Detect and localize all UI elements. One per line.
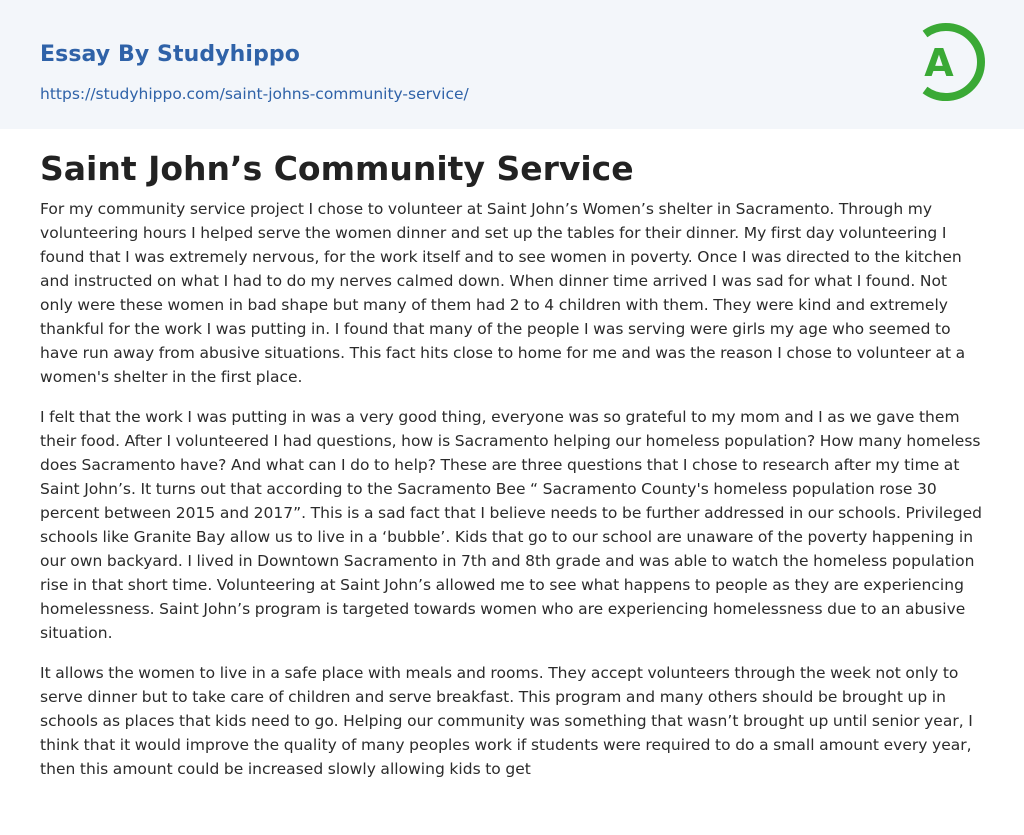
article-content xyxy=(0,148,1024,781)
article-title: Saint John’s Community Service xyxy=(40,149,634,188)
studyhippo-logo-icon[interactable] xyxy=(912,19,986,105)
article-paragraph-3: It allows the women to live in a safe place with meals and rooms. They accept volunteers through the week not only to serve dinner but to take care of children and serve breakfast. This program and many others should be brought up in schools as places that kids need to go. Helping our community was something that wasn’t brought up until senior year, I think that it would improve the quality of many peoples work if students were required to do a small amount every year, then this amount could be increased slowly allowing kids to get xyxy=(40,664,973,778)
page-header xyxy=(0,0,1024,129)
source-url-link[interactable]: https://studyhippo.com/saint-johns-community-service/ xyxy=(40,85,469,103)
article-paragraph-1: For my community service project I chose to volunteer at Saint John’s Women’s shelter in Sacramento. Through my volunteering hours I helped serve the women dinner and set up the tables for their dinner. My first day volunteering I found that I was extremely nervous, for the work itself and to see women in poverty. Once I was directed to the kitchen and instructed on what I had to do my nerves calmed down. When dinner time arrived I was sad for what I found. Not only were these women in bad shape but many of them had 2 to 4 children with them. They were kind and extremely thankful for the work I was putting in. I found that many of the people I was serving were girls my age who seemed to have run away from abusive situations. This fact hits close to home for me and was the reason I chose to volunteer at a women's shelter in the first place. xyxy=(40,200,966,386)
article-paragraph-2: I felt that the work I was putting in was a very good thing, everyone was so grateful to my mom and I as we gave them their food. After I volunteered I had questions, how is Sacramento helping our homeless population? How many homeless does Sacramento have? And what can I do to help? These are three questions that I chose to research after my time at Saint John’s. It turns out that according to the Sacramento Bee “ Sacramento County's homeless population rose 30 percent between 2015 and 2017”. This is a sad fact that I believe needs to be further addressed in our schools. Privileged schools like Granite Bay allow us to live in a ‘bubble’. Kids that go to our school are unaware of the poverty happening in our own backyard. I lived in Downtown Sacramento in 7th and 8th grade and was able to watch the homeless population rise in that short time. Volunteering at Saint John’s allowed me to see what happens to people as they are experiencing homelessness. Saint John’s program is targeted towards women who are experiencing homelessness due to an abusive situation. xyxy=(40,408,982,642)
logo-letter: A xyxy=(924,41,954,85)
brand-title: Essay By Studyhippo xyxy=(40,42,300,67)
